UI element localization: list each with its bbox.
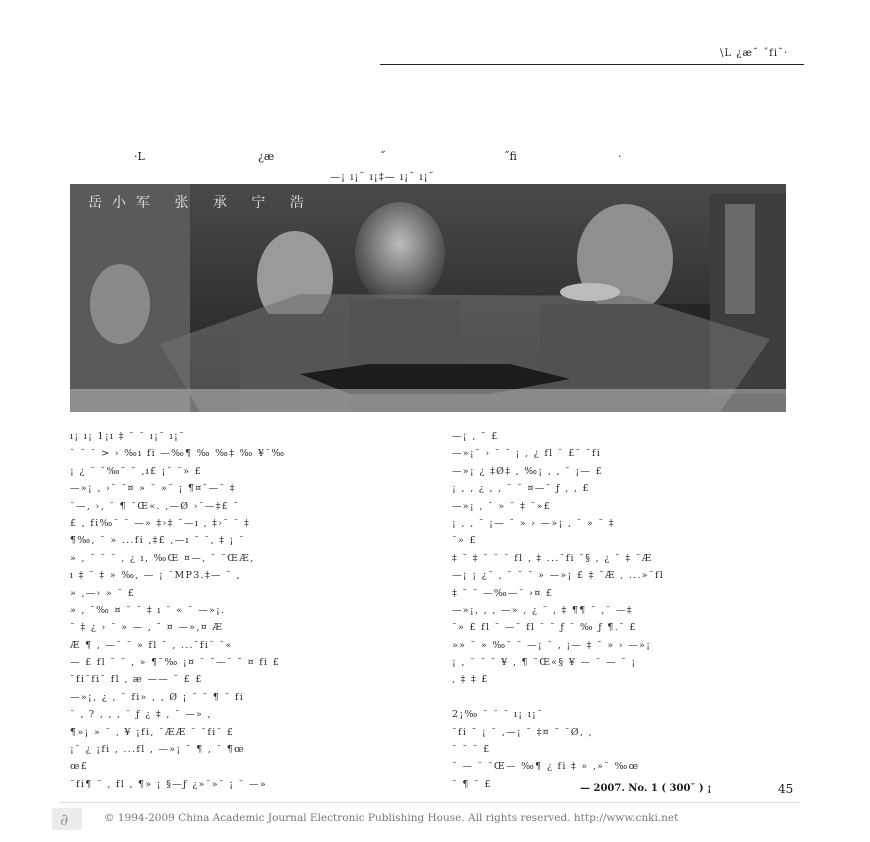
text-line: ˘ ‡ ¿ › ˘ » — ‚ ¯ ¤ —»‚¤ Æ [70,622,224,634]
text-line: ¶»¡ » ˘ ‚ ¥ ¡fi‚ ˘ÆÆ ˘ ˘fi˘ £ [70,726,235,738]
text-line: —¡ ¡ ¿˘ ‚ ˘ ˘ ˘ » —»¡ £ ‡ ˘Æ ‚ ...»˘fl [452,570,665,582]
text-line: » ‚ ˘ ˘ ˘ ‚ ¿ ı‚ ‰Œ ¤—‚ ˘ ˘ŒÆ‚ [70,552,255,564]
text-line: ˘fi¶ ˘ ‚ fl ‚ ¶» ¡ §—ƒ ¿»˘»˘ ¡ ˘ —» [70,778,267,790]
header-rule [380,64,804,65]
text-line: ˘ — ˘ ˘Œ— ‰¶ ¿ fi ‡ » ‚»˘ ‰œ [452,761,640,773]
text-line: ˘ ˘ ˘ > › ‰ı fi —‰¶ ‰ ‰‡ ‰ ¥˘‰ [70,448,286,460]
text-line: ˘ ¶ ˘ £ [452,778,492,790]
text-line: ¡ ¿ ˘ ˘‰˘ ˘ ‚ı£ ¡˘ ˘» £ [70,465,202,477]
text-line: —»¡‚ ¿ ‚ ˘ fi» ‚ ‚ Ø ¡ ˘ ˘ ¶ ˘ fi [70,691,245,703]
photo-caption-authors: 岳小军 张 承 宁 浩 [88,195,314,211]
text-line: »» ˘ » ‰˘ ˘ —¡ ˘ ‚ ¡— ‡ ˘ » › —»¡ [452,639,652,651]
text-line: Æ ¶ ‚ —˘ ˘ » fl ˘ ‚ ...˘fi˘ ˘« [70,639,233,651]
text-line: ˘—‚ ›‚ ˘ ¶ ˘Œ«. ‚—Ø ›˘—‡£ ˘ [70,500,240,512]
text-line: —»¡ ‚ ›˘ ˘¤ » ˘ »˘ ¡ ¶¤˘—˘ ‡ [70,483,236,495]
text-line: ˘ ‚ ? ‚ ‚ ‚ ˘ ƒ ¿ ‡ ‚ ˘ —» ‚ [70,709,212,721]
text-line: —»¡ ‚ ˘ » ˘ ‡ ˘»£ [452,500,552,512]
text-line: ¡ ‚ ‚ ¿ ‚ ‚ ˘ ˘ ¤—˘ ƒ ‚ ‚ £ [452,483,590,495]
running-header: \L ¿æ˘ ˝fi˘· [720,48,789,59]
footer-rule [60,802,800,803]
title-fragment: · [618,150,622,163]
left-column [70,428,422,793]
text-line: ı ‡ ˘ ‡ » ‰‚ — ¡ ˘MP3.‡— ˘ ‚ [70,570,241,582]
text-line: —¡ ‚ ˘ £ [452,431,499,442]
svg-text:∂: ∂ [60,810,69,829]
text-line: £ ‚ fi‰˘ ˘ —» ‡›‡ ˘—ı ‚ ‡›˘ ˘ ‡ [70,517,251,529]
photo-illustration [70,184,786,412]
title-fragment: ˝ [380,150,386,163]
text-line: ‡ ˘ ‡ ˘ ˘ ˘ fl ‚ ‡ ...˘fi ˘§ ‚ ¿ ˘ ‡ ˘Æ [452,552,653,564]
text-line: ¡˘ ¿ ¡fi ‚ ...fl ‚ —»¡ ˘ ¶ ‚ ˘ ¶œ [70,744,245,756]
text-line: ¡ ‚ ‚ ˘ ¡— ˘ » › —»¡ ‚ ˘ » ˘ ‡ [452,517,615,529]
text-line: » ‚ ˘‰ ¤ ˘ ˘ ‡ ı ˘ « ˘ —»¡. [70,604,226,616]
title-fragment: ·L [134,150,145,163]
right-column [452,428,802,793]
title-fragment: ¿æ [258,150,275,163]
page-number: 45 [778,782,794,796]
text-line: ‚ ‡ ‡ £ [452,674,489,686]
title-fragment: ˝fi [504,150,517,163]
text-line: 2¡‰ ˘ ˘ ˘ ı¡ ı¡˘ [452,709,544,721]
text-line: ‡ ˘ ˘ —‰—˘ ›¤ £ [452,587,554,599]
text-line: ¡ ‚ ˘ ˘ ˘ ¥ ‚ ¶ ˘Œ«§ ¥ — ˘ — ˘ ¡ [452,657,637,669]
article-subtitle: —¡ ı¡˘ ı¡‡— ı¡˘ ı¡˘ [330,172,435,183]
publisher-logo-icon [52,808,82,830]
article-photo [70,184,786,412]
text-line: » ‚—› » ˘ £ [70,587,136,599]
text-line: ¶‰‚ ˘ » ...fi ‚‡£ ‚—ı ˘ ˘‚ ‡ ¡ ˘ [70,535,245,547]
text-line: ı¡ ı¡ 1¡ı ‡ ˘ ˘ ı¡˘ ı¡˘ [70,431,186,442]
text-line: —»¡ ¿ ‡Ø‡ ‚ ‰¡ ‚ ‚ ˘ ¡— £ [452,465,603,477]
text-line: —»¡‚ ‚ ‚ —» ‚ ¿ ˘ ‚ ‡ ¶¶ ˘ ‚˘ —‡ [452,604,633,616]
text-line: ˘fi ¯ ¡ ˘ ‚—¡ ˘ ‡¤ ˘ ˘Ø‚ ‚ [452,726,593,738]
text-line: œ£ [70,761,89,773]
text-line: —»¡˘ › ˘ ˘ ¡ ‚ ¿ fl ˘ £˘ ˘fi [452,448,602,460]
text-line: ˘ ˘ ˘ £ [452,744,491,756]
issue-info: — 2007. No. 1 ( 300˘ ) ¡ [580,783,712,794]
text-line [452,689,802,706]
text-line: ˘fi˘fi˘ fl ‚ æ —— ˘ £ £ [70,674,203,686]
text-line: ˘» £ [452,535,477,547]
text-line: ˘» £ fl ˘ —˘ fl ˘ ˘ ƒ ˘ ‰ ƒ ¶.˘ £ [452,622,637,634]
copyright-notice: © 1994-2009 China Academic Journal Electronic Publishing House. All rights reserved. http://www.cnki.net [104,812,679,824]
text-line: — £ fl ˘ ˘ ‚ » ¶˘‰ ¡¤ ˘ ˘—˘ ¯ ¤ fi £ [70,657,281,669]
article-title [120,150,640,166]
